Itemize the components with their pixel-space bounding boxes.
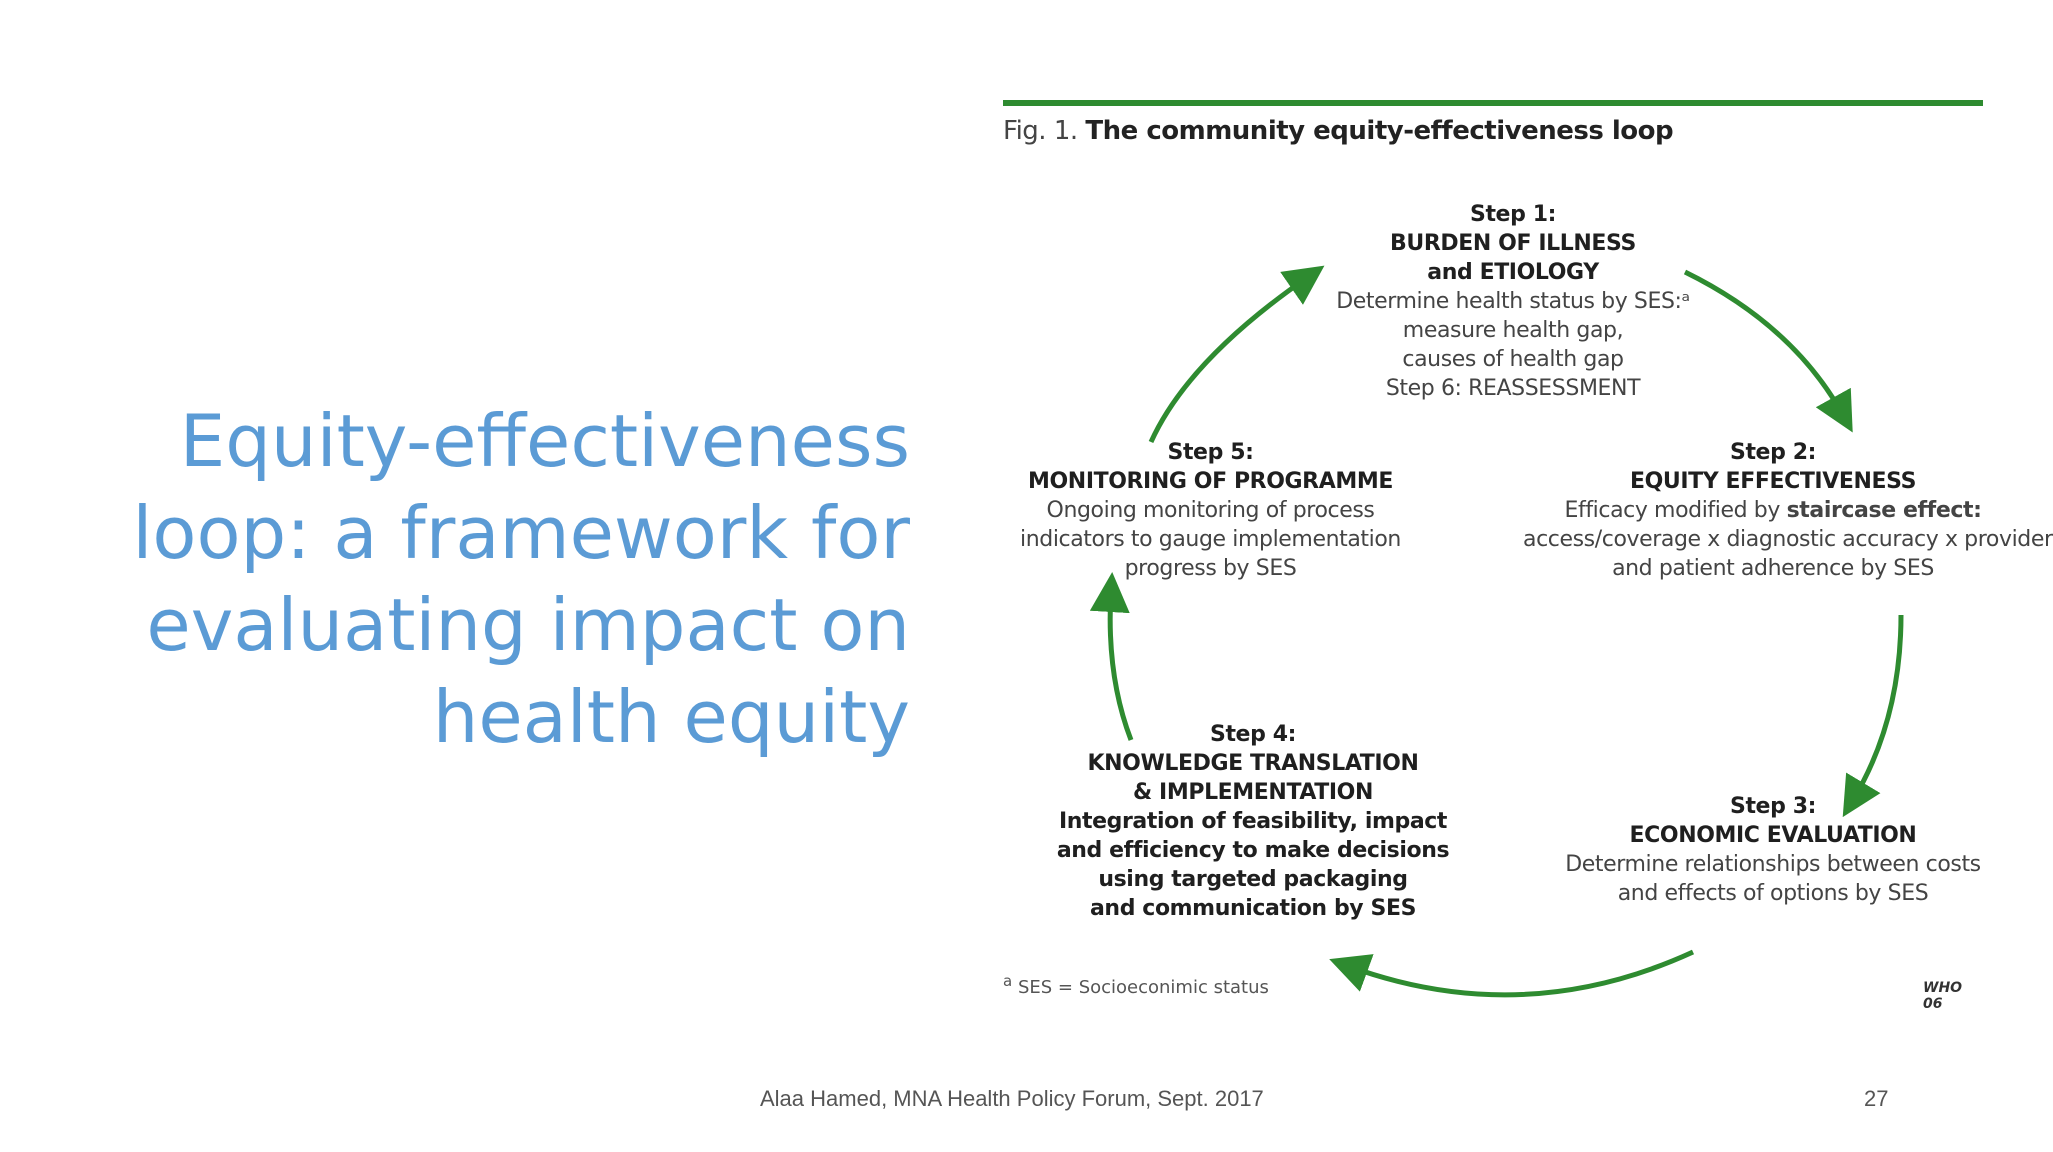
step-title: EQUITY EFFECTIVENESS [1629,469,1917,494]
step-label: Step 3: [1730,794,1816,819]
step-title: and ETIOLOGY [1427,260,1599,285]
step-description: and effects of options by SES [1617,881,1929,906]
caption-title: The community equity-effectiveness loop [1085,116,1674,146]
desc-prefix: Efficacy modified by [1564,498,1787,523]
step-description: access/coverage x diagnostic accuracy x provider [1523,527,2053,552]
step-description: and efficiency to make decisions [1056,838,1450,863]
step-description: measure health gap, [1402,318,1624,343]
arrow-step4-to-step5 [1110,592,1131,740]
arrow-step2-to-step3 [1853,615,1901,800]
step-description: causes of health gap [1402,347,1624,372]
title-line: health equity [432,675,910,759]
step-title: ECONOMIC EVALUATION [1629,823,1917,848]
step-description: Determine relationships between costs [1565,852,1981,877]
step-title: & IMPLEMENTATION [1133,780,1373,805]
step-4 [1043,720,1463,923]
step-label: Step 2: [1730,440,1816,465]
step-description: using targeted packaging [1098,867,1408,892]
step-description: Determine health status by SES:ᵃ [1336,289,1690,314]
step-label: Step 1: [1470,202,1556,227]
title-line: Equity-effectiveness [179,399,910,483]
step-3 [1563,792,1983,908]
loop-figure [1003,100,2053,1020]
step-title: KNOWLEDGE TRANSLATION [1087,751,1419,776]
arrow-step5-to-step1 [1151,277,1308,442]
step-description: progress by SES [1124,556,1297,581]
footnote-marker: a [1003,972,1013,990]
step-label: Step 4: [1210,722,1296,747]
footnote-text: SES = Socioeconimic status [1017,977,1269,998]
desc-bold: staircase effect: [1786,498,1982,523]
step-1 [1303,200,1723,403]
caption-number: Fig. 1. [1003,116,1078,146]
step-description: Step 6: REASSESSMENT [1385,376,1641,401]
slide-footer: Alaa Hamed, MNA Health Policy Forum, Sept. 2017 [760,1086,1264,1111]
step-description: Ongoing monitoring of process [1046,498,1375,523]
step-5 [1003,438,1418,583]
step-description: indicators to gauge implementation [1020,527,1401,552]
arrow-step3-to-step4 [1348,952,1693,995]
slide-title [110,395,910,763]
figure-footnote [1003,972,1269,998]
step-description: and communication by SES [1089,896,1417,921]
step-2 [1523,438,2053,583]
source-tag: WHO 06 [1923,980,1963,1012]
step-description: and patient adherence by SES [1612,556,1934,581]
title-line: loop: a framework for [132,491,910,575]
step-description [1523,496,2023,525]
slide-page-number: 27 [1864,1086,1889,1111]
step-title: BURDEN OF ILLNESS [1390,231,1636,256]
title-line: evaluating impact on [146,583,910,667]
step-title: MONITORING OF PROGRAMME [1028,469,1393,494]
step-label: Step 5: [1167,440,1254,465]
step-description: Integration of feasibility, impact [1058,809,1448,834]
